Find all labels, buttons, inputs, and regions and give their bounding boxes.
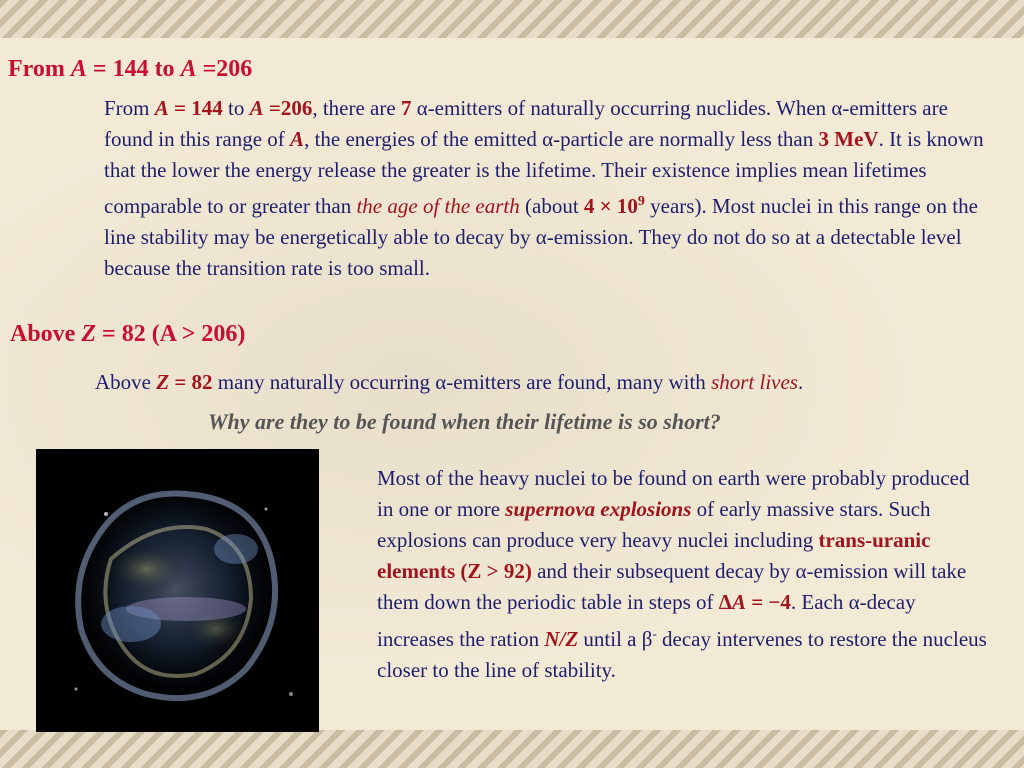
paragraph-supernova: Most of the heavy nuclei to be found on earth were probably produced in one or more supernova explosions of early massive stars. Such explosions can produce very heavy nuclei including trans-uranic elements (Z > 92) and their subsequent decay by α-emission will take them down the periodic table in steps of ΔA = −4. Each α-decay increases the ration N/Z until a β- decay intervenes to restore the nucleus closer to the line of stability. (377, 466, 987, 682)
paragraph-a-range: From A = 144 to A =206, there are 7 α-emitters of naturally occurring nuclides. When α-emitters are found in this range of A, the energies of the emitted α-particle are normally less than 3 MeV. It is known that the lower the energy release the greater is the lifetime. Their existence implies mean lifetimes comparable to or greater than the age of the earth (about $4 \times 10^9$ years). Most nuclei in this range on the line stability may be energetically able to decay by α-emission. They do not do so at a detectable level because the transition rate is too small. (104, 96, 984, 280)
supernova-remnant-image (36, 449, 319, 732)
supernova-illustration (36, 449, 319, 732)
heading-above-z-82: Above Z = 82 (A > 206) (10, 321, 246, 347)
decorative-top-border (0, 0, 1024, 38)
heading-a-144-206: From A = 144 to A =206 (8, 56, 253, 82)
question-line: Why are they to be found when their lifetime is so short? (208, 409, 721, 434)
decorative-bottom-border (0, 730, 1024, 768)
paragraph-above-z-82: Above Z = 82 many naturally occurring α-emitters are found, many with short lives. (95, 370, 804, 394)
